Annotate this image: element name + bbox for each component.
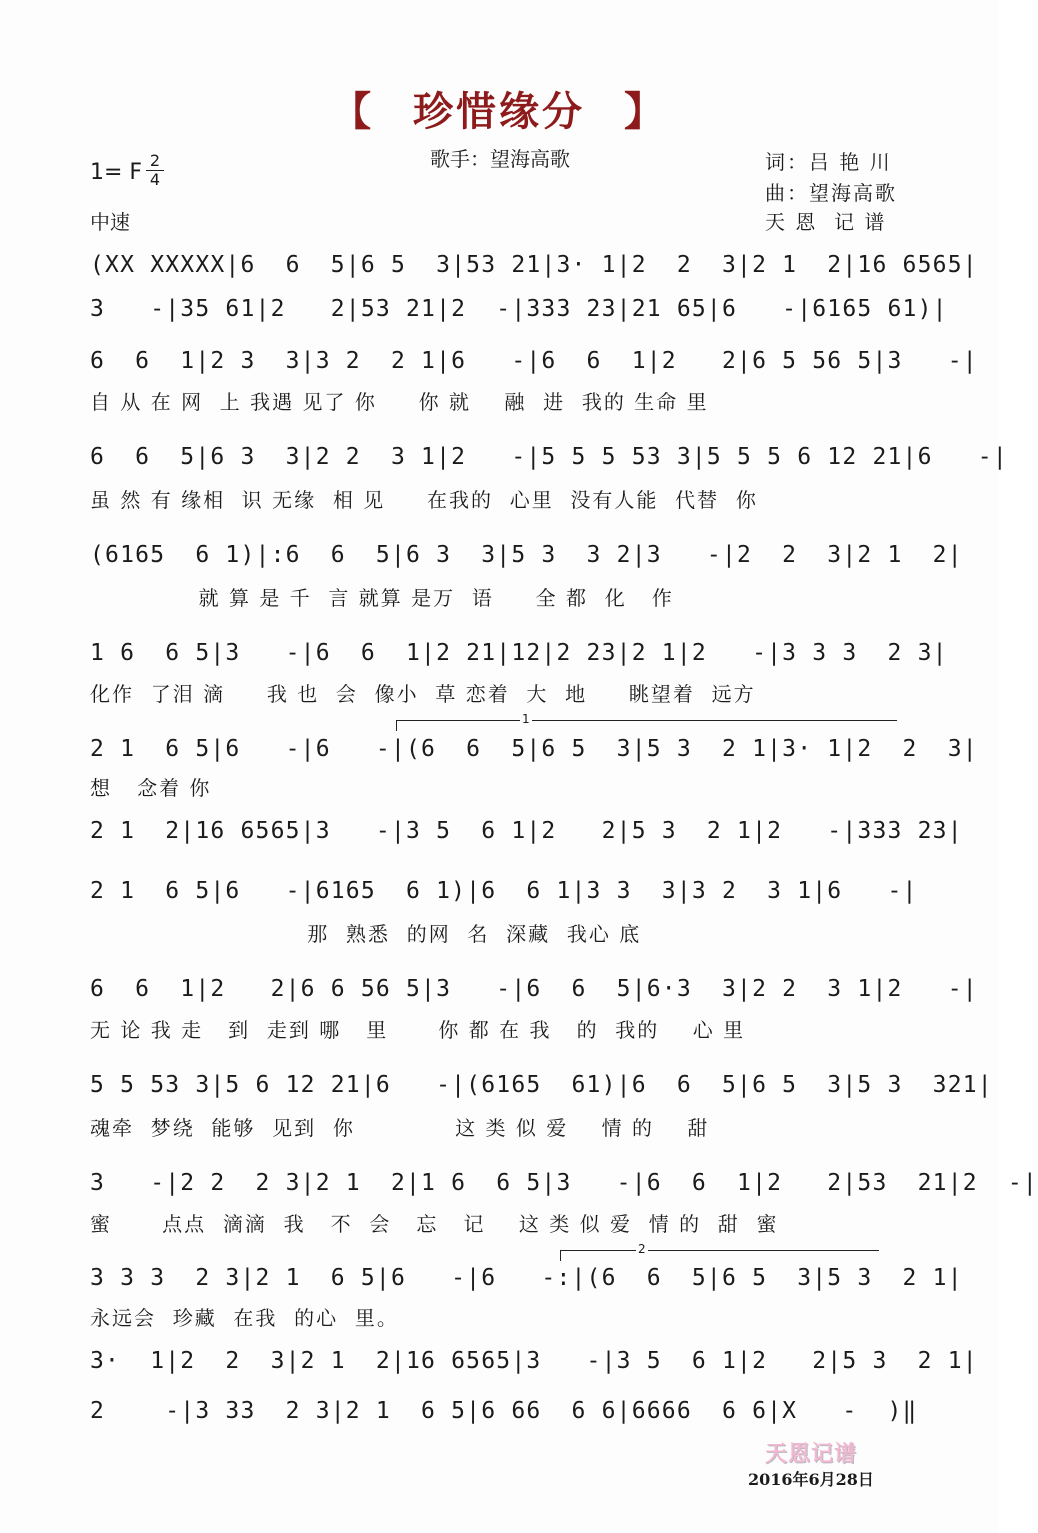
notation-line: 3 -|2 2 2 3|2 1 2|1 6 6 5|3 -|6 6 1|2 2|53 21|2 -|: [90, 1170, 1038, 1196]
notation-line: 6 6 5|6 3 3|2 2 3 1|2 -|5 5 5 53 3|5 5 5 6 12 21|6 -|: [90, 444, 1008, 470]
notation-line: 3 3 3 2 3|2 1 6 5|6 -|6 -:|(6 6 5|6 5 3|5 3 2 1|: [90, 1265, 963, 1291]
lyric-line: 魂牵 梦绕 能够 见到 你 这 类 似 爱 情 的 甜: [90, 1116, 710, 1140]
notation-line: (6165 6 1)|:6 6 5|6 3 3|5 3 3 2|3 -|2 2 3|2 1 2|: [90, 542, 963, 568]
lyric-line: 那 熟悉 的网 名 深藏 我心 底: [90, 922, 642, 946]
title-text: 珍惜缘分: [413, 89, 585, 135]
lyric-line: 永远会 珍藏 在我 的心 里。: [90, 1306, 399, 1330]
singer-label: 歌手：望海高歌: [430, 147, 570, 171]
volta-label-2: 2: [638, 1242, 646, 1256]
volta-bracket-2: [560, 1250, 879, 1261]
lyricist-credit: 词：吕 艳 川: [765, 150, 892, 174]
song-title: [0, 80, 998, 137]
notation-line: 2 1 6 5|6 -|6 -|(6 6 5|6 5 3|5 3 2 1|3· 1|2 2 3|: [90, 736, 978, 762]
lyric-line: 虽 然 有 缘相 识 无缘 相 见 在我的 心里 没有人能 代替 你: [90, 488, 758, 512]
composer-credit: 曲：望海高歌: [765, 181, 897, 205]
title-bracket-close: 】: [623, 89, 667, 135]
lyric-line: 化作 了泪 滴 我 也 会 像小 草 恋着 大 地 眺望着 远方: [90, 682, 756, 706]
volta-bracket-1: [396, 720, 897, 731]
key-signature: 1= F: [90, 160, 143, 185]
notation-line: 1 6 6 5|3 -|6 6 1|2 21|12|2 23|2 1|2 -|3 3 3 2 3|: [90, 640, 948, 666]
time-signature-top: 2: [149, 151, 161, 170]
time-signature-bottom: 4: [149, 170, 161, 189]
notation-line: (XX XXXXX|6 6 5|6 5 3|53 21|3· 1|2 2 3|2 1 2|16 6565|: [90, 252, 978, 278]
notation-line: 2 1 2|16 6565|3 -|3 5 6 1|2 2|5 3 2 1|2 -|333 23|: [90, 818, 963, 844]
lyric-line: 自 从 在 网 上 我遇 见了 你 你 就 融 进 我的 生命 里: [90, 390, 709, 414]
transcriber-credit: 天 恩 记 谱: [765, 210, 887, 234]
lyric-line: 想 念着 你: [90, 776, 212, 800]
lyric-line: 就 算 是 千 言 就算 是万 语 全 都 化 作: [90, 586, 674, 610]
notation-line: 2 1 6 5|6 -|6165 6 1)|6 6 1|3 3 3|3 2 3 1|6 -|: [90, 878, 918, 904]
watermark-logo: 天恩记谱: [765, 1441, 858, 1467]
lyric-line: 蜜 点点 滴滴 我 不 会 忘 记 这 类 似 爱 情 的 甜 蜜: [90, 1212, 779, 1236]
transcription-date: 2016年6月28日: [748, 1470, 874, 1489]
notation-line: 6 6 1|2 2|6 6 56 5|3 -|6 6 5|6·3 3|2 2 3 1|2 -|: [90, 976, 978, 1002]
notation-line: 2 -|3 33 2 3|2 1 6 5|6 66 6 6|6666 6 6|X - )‖: [90, 1398, 918, 1424]
notation-line: 3 -|35 61|2 2|53 21|2 -|333 23|21 65|6 -|6165 61)|: [90, 296, 948, 322]
volta-label-1: 1: [522, 712, 530, 726]
tempo-marking: 中速: [90, 210, 130, 234]
lyric-line: 无 论 我 走 到 走到 哪 里 你 都 在 我 的 我的 心 里: [90, 1018, 746, 1042]
notation-line: 5 5 53 3|5 6 12 21|6 -|(6165 61)|6 6 5|6 5 3|5 3 321|: [90, 1072, 993, 1098]
title-bracket-open: 【: [331, 89, 375, 135]
time-signature: [146, 153, 164, 188]
notation-line: 6 6 1|2 3 3|3 2 2 1|6 -|6 6 1|2 2|6 5 56 5|3 -|: [90, 348, 978, 374]
notation-line: 3· 1|2 2 3|2 1 2|16 6565|3 -|3 5 6 1|2 2|5 3 2 1|: [90, 1348, 978, 1374]
